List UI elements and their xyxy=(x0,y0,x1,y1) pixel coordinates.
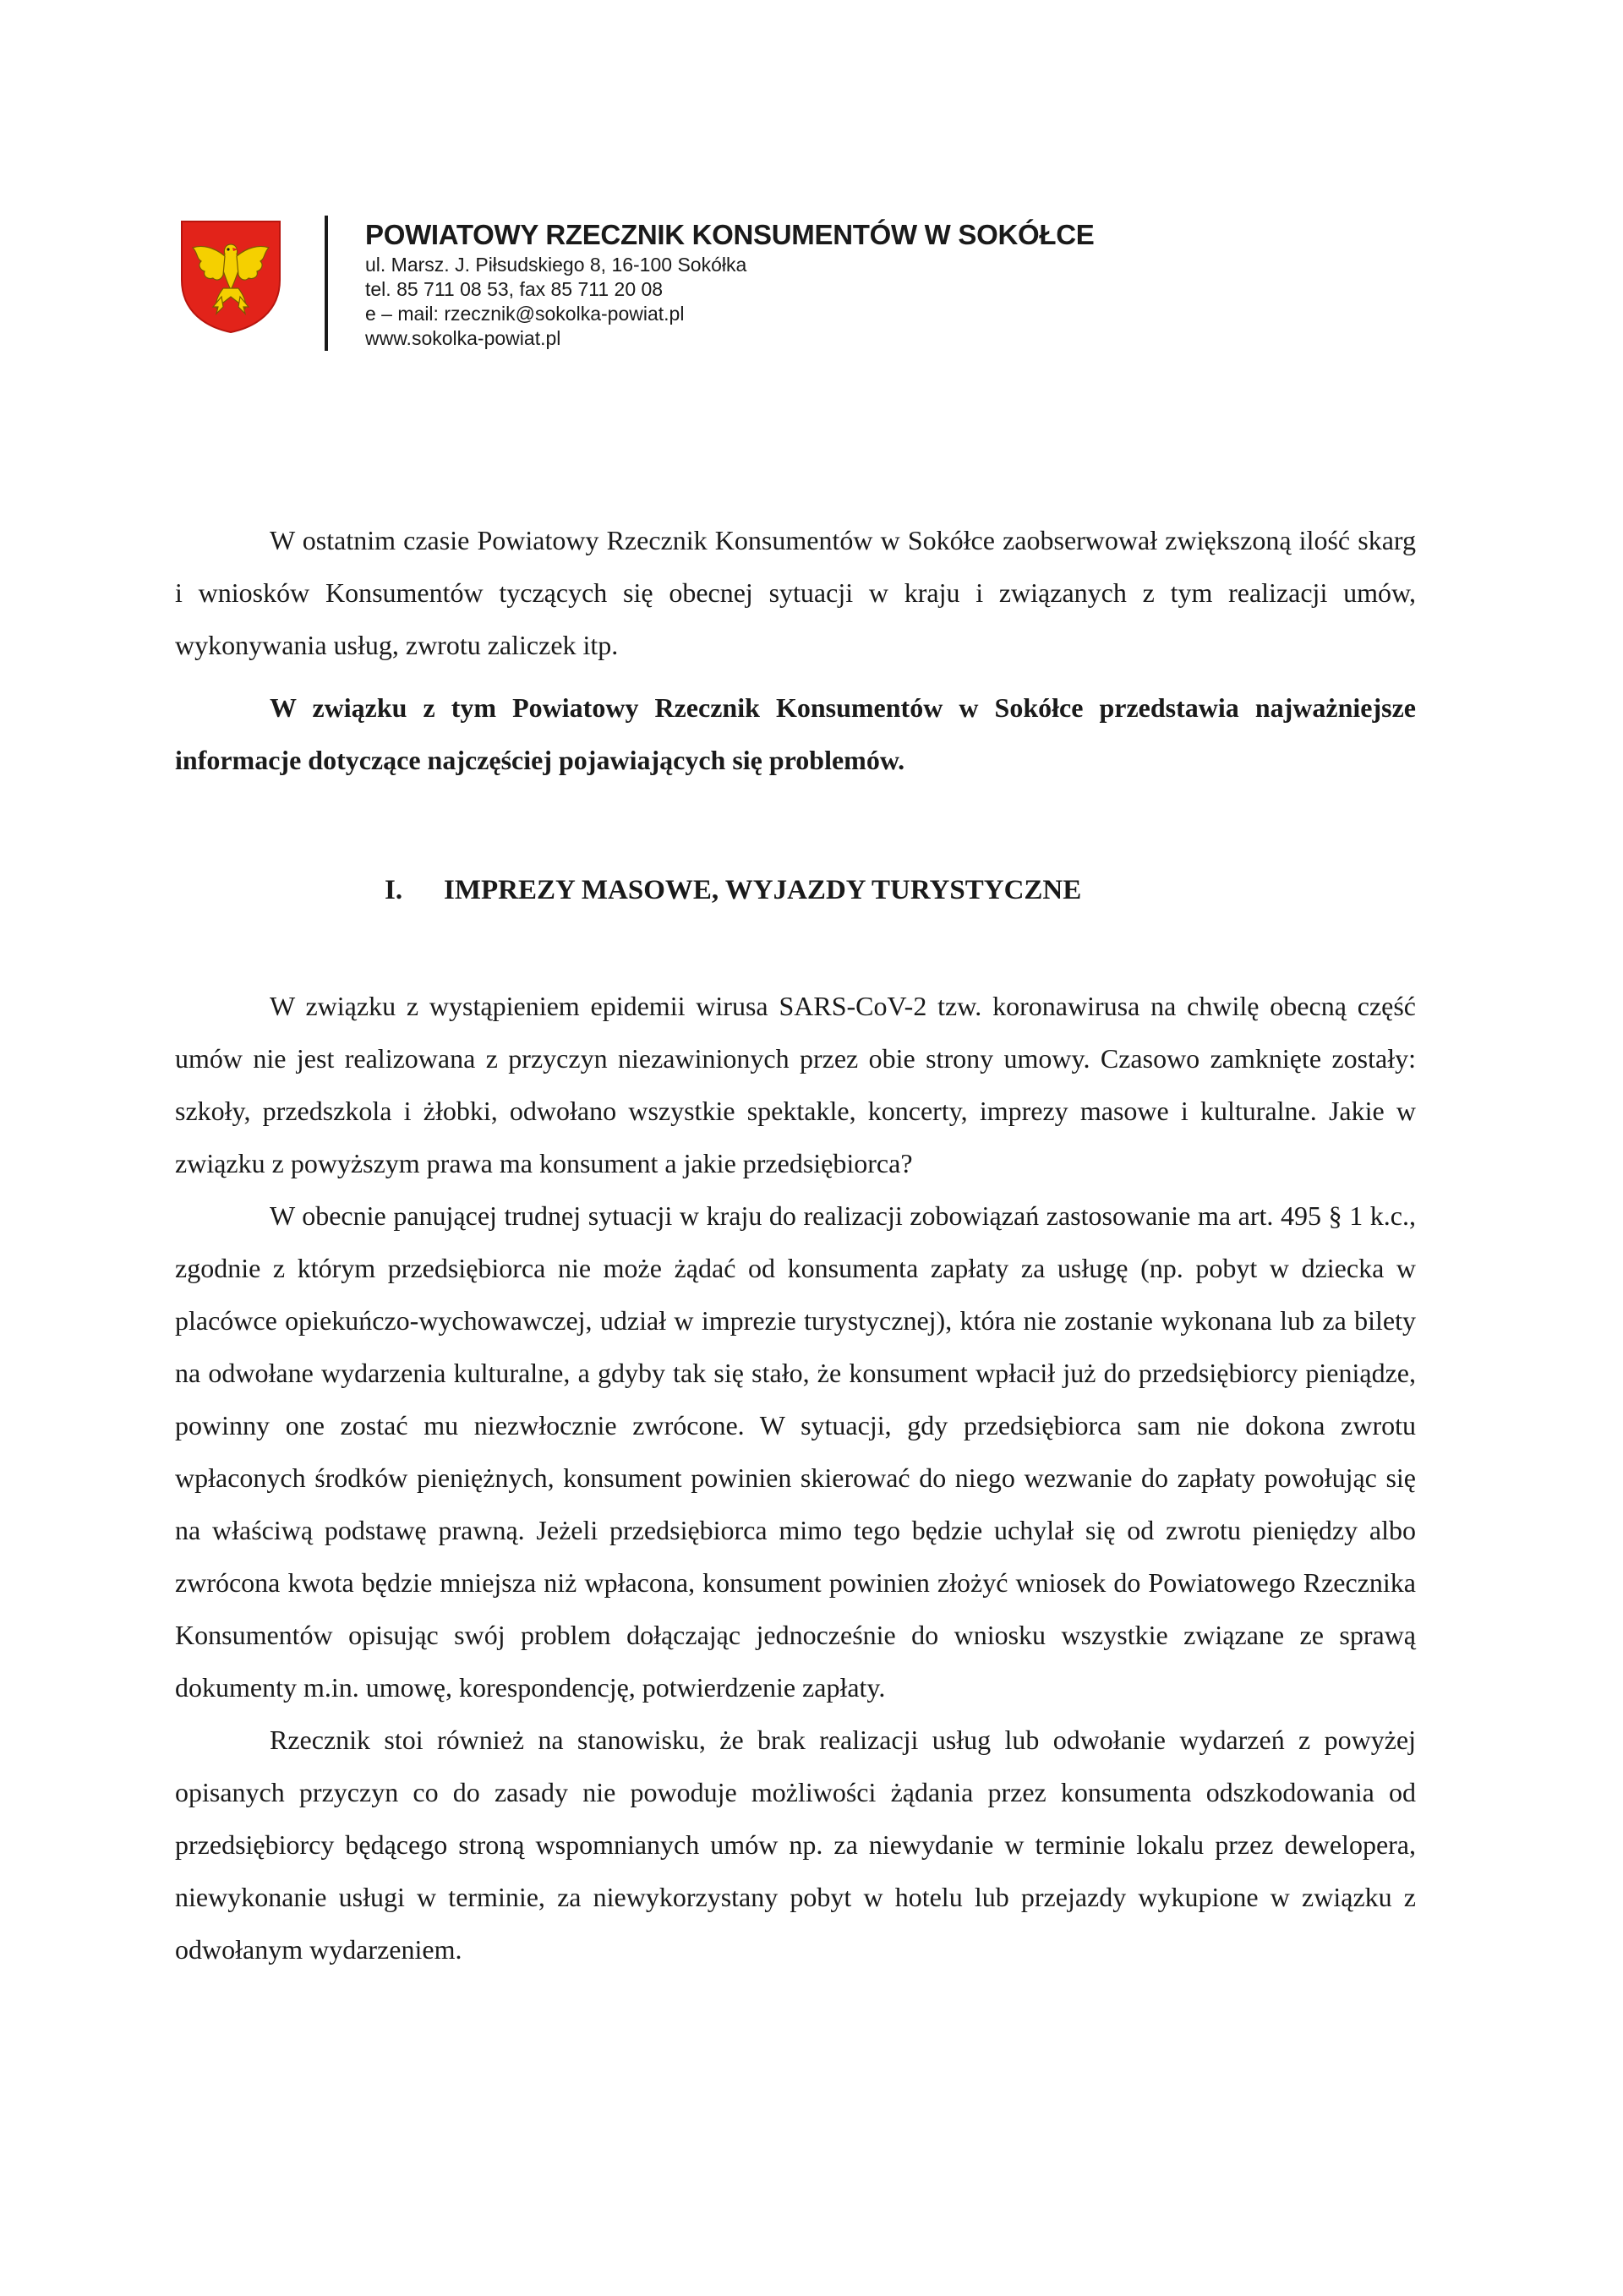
section-title: IMPREZY MASOWE, WYJAZDY TURYSTYCZNE xyxy=(444,875,1082,905)
section-heading xyxy=(175,864,1416,916)
body-paragraph-1: W związku z wystąpieniem epidemii wirusa SARS-CoV-2 tzw. koronawirusa na chwilę obecną część umów nie jest realizowana z przyczyn niezawinionych przez obie strony umowy. Czasowo zamknięte zostały: szkoły, przedszkola i żłobki, odwołano wszystkie spektakle, koncerty, imprezy masowe i kulturalne. Jakie w związku z powyższym prawa ma konsument a jakie przedsiębiorca? xyxy=(175,991,1416,1178)
section-number: I. xyxy=(385,875,403,905)
body-paragraph-3: Rzecznik stoi również na stanowisku, że brak realizacji usług lub odwołanie wydarzeń z powyżej opisanych przyczyn co do zasady nie powoduje możliwości żądania przez konsumenta odszkodowania od przedsiębiorcy będącego stroną wspomnianych umów np. za niewydanie w terminie lokalu przez dewelopera, niewykonanie usługi w terminie, za niewykorzystany pobyt w hotelu lub przejazdy wykupione w związku z odwołanym wydarzeniem. xyxy=(175,1725,1416,1965)
coat-of-arms-eagle-icon xyxy=(179,219,282,334)
intro-paragraph: W ostatnim czasie Powiatowy Rzecznik Konsumentów w Sokółce zaobserwował zwiększoną ilość skarg i wniosków Konsumentów tyczących się obecnej sytuacji w kraju i związanych z tym realizacji umów, wykonywania usług, zwrotu zaliczek itp. xyxy=(175,525,1416,660)
letterhead-text xyxy=(365,219,1094,351)
body-paragraph-2: W obecnie panującej trudnej sytuacji w kraju do realizacji zobowiązań zastosowanie ma art. 495 § 1 k.c., zgodnie z którym przedsiębiorca nie może żądać od konsumenta zapłaty za usługę (np. pobyt w dziecka w placówce opiekuńczo-wychowawczej, udział w imprezie turystycznej), która nie zostanie wykonana lub za bilety na odwołane wydarzenia kulturalne, a gdyby tak się stało, że konsument wpłacił już do przedsiębiorcy pieniądze, powinny one zostać mu niezwłocznie zwrócone. W sytuacji, gdy przedsiębiorca sam nie dokona zwrotu wpłaconych środków pieniężnych, konsument powinien skierować do niego wezwanie do zapłaty powołując się na właściwą podstawę prawną. Jeżeli przedsiębiorca mimo tego będzie uchylał się od zwrotu pieniędzy albo zwrócona kwota będzie mniejsza niż wpłacona, konsument powinien złożyć wniosek do Powiatowego Rzecznika Konsumentów opisując swój problem dołączając jednocześnie do wniosku wszystkie związane ze sprawą dokumenty m.in. umowę, korespondencję, potwierdzenie zapłaty. xyxy=(175,1200,1416,1703)
office-email: e – mail: rzecznik@sokolka-powiat.pl xyxy=(365,303,685,325)
office-title: POWIATOWY RZECZNIK KONSUMENTÓW W SOKÓŁCE xyxy=(365,219,1095,250)
letterhead xyxy=(179,216,1194,353)
office-address: ul. Marsz. J. Piłsudskiego 8, 16-100 Sokółka xyxy=(365,254,747,276)
intro-bold-paragraph: W związku z tym Powiatowy Rzecznik Konsumentów w Sokółce przedstawia najważniejsze informacje dotyczące najczęściej pojawiających się problemów. xyxy=(175,692,1416,775)
office-phone: tel. 85 711 08 53, fax 85 711 20 08 xyxy=(365,278,664,300)
letterhead-divider xyxy=(325,216,328,351)
document-body xyxy=(175,514,1416,1976)
office-website: www.sokolka-powiat.pl xyxy=(365,327,561,349)
